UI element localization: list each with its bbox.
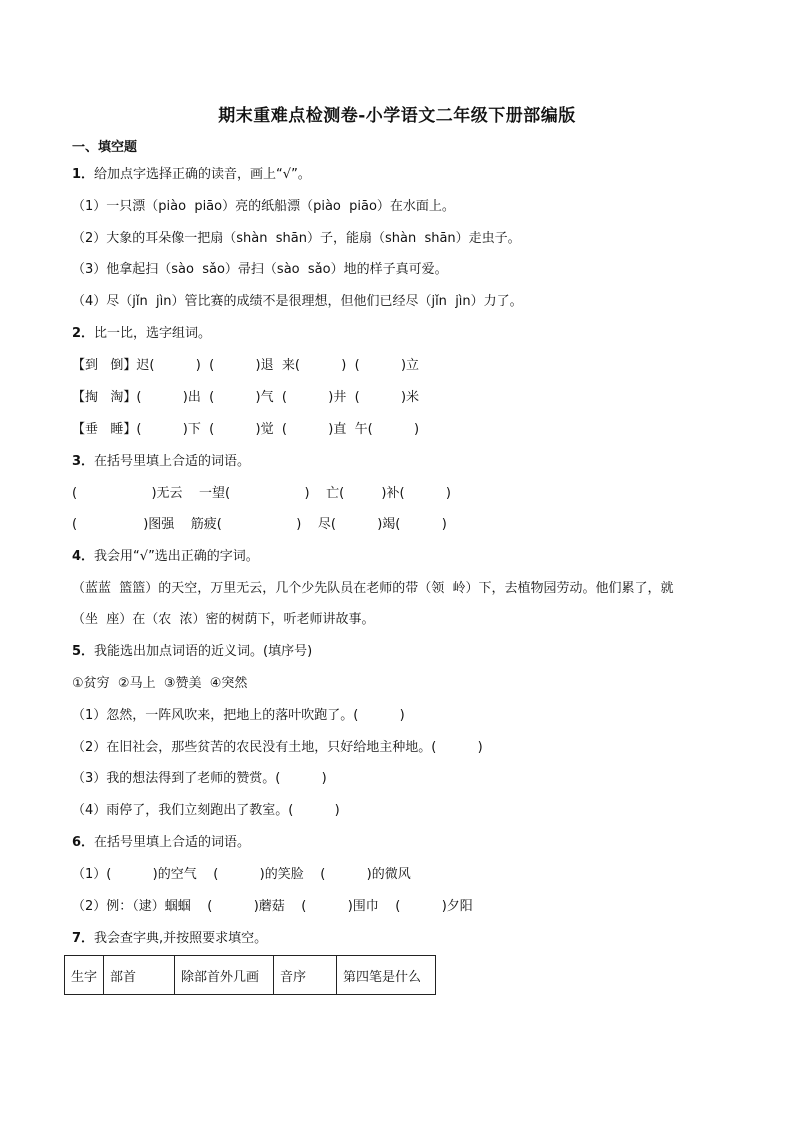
question-1-item-1: （1）一只漂（piào piāo）亮的纸船漂（piào piāo）在水面上。 — [72, 199, 455, 214]
question-3-prompt — [72, 453, 250, 471]
table-header-cell: 部首 — [104, 956, 175, 995]
question-text: 在括号里填上合适的词语。 — [94, 835, 251, 850]
table-header-cell: 第四笔是什么 — [337, 956, 436, 995]
question-text: 在括号里填上合适的词语。 — [94, 454, 251, 469]
table-header-row — [65, 956, 436, 995]
table-header-cell: 音序 — [274, 956, 337, 995]
question-2-item-3: 【垂 睡】( )下 ( )觉 ( )直 午( ) — [72, 422, 420, 437]
question-5-item-2: （2）在旧社会，那些贫苦的农民没有土地，只好给地主种地。( ) — [72, 740, 483, 755]
question-text: 我能选出加点词语的近义词。(填序号) — [94, 644, 313, 659]
question-number: 4． — [72, 549, 95, 564]
dictionary-lookup-table — [64, 955, 436, 995]
table-header-cell: 生字 — [65, 956, 104, 995]
question-text: 给加点字选择正确的读音，画上“√”。 — [94, 167, 311, 182]
question-4-prompt — [72, 548, 259, 566]
question-7-prompt — [72, 930, 267, 948]
question-number: 7． — [72, 931, 95, 946]
question-5-item-1: （1）忽然，一阵风吹来，把地上的落叶吹跑了。( ) — [72, 708, 405, 723]
question-number: 1． — [72, 167, 95, 182]
question-3-item-2: ( )图强 筋疲( ) 尽( )竭( ) — [72, 517, 447, 532]
question-1-item-3: （3）他拿起扫（sào sǎo）帚扫（sào sǎo）地的样子真可爱。 — [72, 262, 448, 277]
question-3-item-1: ( )无云 一望( ) 亡( )补( ) — [72, 486, 451, 501]
question-4-passage-line-1: （蓝蓝 篮篮）的天空，万里无云，几个少先队员在老师的带（领 岭）下，去植物园劳动。他们累了，就 — [72, 581, 674, 596]
question-1-prompt — [72, 166, 311, 184]
section-heading-fill-blanks: 一、填空题 — [72, 140, 138, 155]
table-header-cell: 除部首外几画 — [175, 956, 274, 995]
question-text: 我会查字典,并按照要求填空。 — [94, 931, 268, 946]
question-5-options: ①贫穷 ②马上 ③赞美 ④突然 — [72, 676, 248, 691]
question-number: 5． — [72, 644, 95, 659]
question-4-passage-line-2: （坐 座）在（农 浓）密的树荫下，听老师讲故事。 — [72, 612, 375, 627]
question-text: 我会用“√”选出正确的字词。 — [94, 549, 259, 564]
question-5-prompt — [72, 643, 312, 661]
question-5-item-4: （4）雨停了，我们立刻跑出了教室。( ) — [72, 803, 340, 818]
page-title: 期末重难点检测卷-小学语文二年级下册部编版 — [218, 106, 576, 126]
question-number: 2． — [72, 326, 95, 341]
question-2-item-1: 【到 倒】迟( ) ( )退 来( ) ( )立 — [72, 358, 420, 373]
question-number: 6． — [72, 835, 95, 850]
question-number: 3． — [72, 454, 95, 469]
question-1-item-2: （2）大象的耳朵像一把扇（shàn shān）子，能扇（shàn shān）走虫子。 — [72, 231, 521, 246]
question-5-item-3: （3）我的想法得到了老师的赞赏。( ) — [72, 771, 327, 786]
question-2-item-2: 【掏 淘】( )出 ( )气 ( )井 ( )米 — [72, 390, 420, 405]
question-2-prompt — [72, 325, 211, 343]
question-1-item-4: （4）尽（jǐn jìn）管比赛的成绩不是很理想，但他们已经尽（jǐn jìn）力了。 — [72, 294, 523, 309]
question-text: 比一比，选字组词。 — [94, 326, 212, 341]
question-6-item-2: （2）例：（逮）蝈蝈 ( )蘑菇 ( )围巾 ( )夕阳 — [72, 899, 473, 914]
question-6-item-1: （1）( )的空气 ( )的笑脸 ( )的微风 — [72, 867, 411, 882]
question-6-prompt — [72, 834, 250, 852]
